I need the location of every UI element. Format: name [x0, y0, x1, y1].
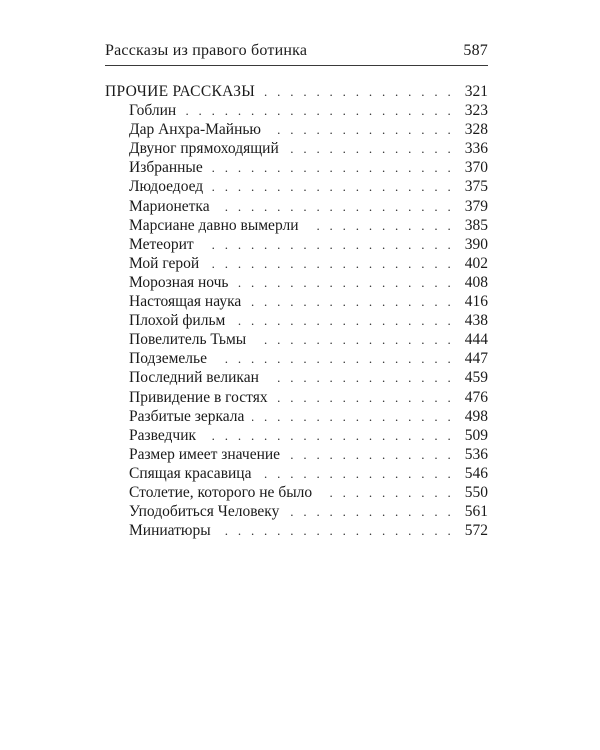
toc-entry-page: 438: [464, 312, 488, 330]
toc-entry-title: Привидение в гостях: [129, 388, 268, 406]
dot-leader: [233, 311, 454, 330]
dot-leader: [267, 368, 454, 387]
dot-leader: [320, 483, 454, 502]
toc-section-title: ПРОЧИЕ РАССКАЗЫ: [105, 83, 256, 100]
toc-entry-title: Настоящая наука: [129, 293, 242, 311]
toc-entry-title: Людоедоед: [129, 178, 204, 196]
toc-entry: [105, 330, 488, 349]
dot-leader: [204, 426, 454, 445]
toc-entry: [105, 464, 488, 483]
toc-entry-page: 375: [464, 178, 488, 196]
dot-leader: [207, 254, 454, 273]
dot-leader: [287, 502, 454, 521]
toc-entry: [105, 158, 488, 177]
dot-leader: [249, 292, 454, 311]
toc-entry: [105, 197, 488, 216]
toc-entry: [105, 445, 488, 464]
toc-entry-page: 416: [464, 293, 488, 311]
toc-entry-page: 550: [464, 483, 488, 501]
toc-entry-page: 444: [464, 331, 488, 349]
toc-entry-title: Марсиане давно вымерли: [129, 216, 299, 234]
toc-entry-title: Марионетка: [129, 197, 210, 215]
dot-leader: [219, 521, 454, 540]
dot-leader: [287, 139, 454, 158]
toc-entry-title: Размер имеет значение: [129, 445, 281, 463]
toc-entry: [105, 120, 488, 139]
dot-leader: [288, 445, 454, 464]
dot-leader: [276, 388, 454, 407]
running-head: [105, 38, 488, 64]
toc-entry-title: Мой герой: [129, 254, 200, 272]
toc-entry: [105, 139, 488, 158]
toc-entry-page: 498: [464, 407, 488, 425]
header-rule: [105, 65, 488, 66]
toc-entry: [105, 235, 488, 254]
toc-section-row: [105, 82, 488, 101]
dot-leader: [307, 216, 454, 235]
toc-entry-page: 323: [464, 102, 488, 120]
toc-entry-page: 408: [464, 273, 488, 291]
dot-leader: [202, 235, 454, 254]
toc-entry: [105, 254, 488, 273]
toc-entry-page: 476: [464, 388, 488, 406]
toc-entry-page: 379: [464, 197, 488, 215]
toc-entry-title: Подземелье: [129, 350, 207, 368]
toc-entry-title: Гоблин: [129, 102, 177, 120]
toc-entry-title: Плохой фильм: [129, 312, 226, 330]
dot-leader: [211, 158, 454, 177]
dot-leader: [254, 330, 454, 349]
toc-entry: [105, 349, 488, 368]
toc-entry-title: Столетие, которого не было: [129, 483, 313, 501]
toc-entry: [105, 502, 488, 521]
toc-entry: [105, 483, 488, 502]
toc-entry-page: 447: [464, 350, 488, 368]
toc-entry-page: 385: [464, 216, 488, 234]
toc-entry-title: Уподобиться Человеку: [129, 503, 280, 521]
toc-entry-title: Последний великан: [129, 369, 259, 387]
toc-entry: [105, 426, 488, 445]
toc-entries: [105, 101, 488, 540]
toc-entry-page: 572: [464, 522, 488, 540]
toc-entry-page: 402: [464, 254, 488, 272]
toc-entry-title: Разведчик: [129, 426, 197, 444]
toc-entry-page: 561: [464, 503, 488, 521]
toc-entry: [105, 101, 488, 120]
toc-entry: [105, 311, 488, 330]
dot-leader: [236, 273, 454, 292]
toc-entry-page: 370: [464, 159, 488, 177]
page-number: 587: [463, 42, 488, 59]
dot-leader: [184, 101, 454, 120]
dot-leader: [215, 349, 454, 368]
toc-entry-title: Двуног прямоходящий: [129, 140, 279, 158]
running-title: Рассказы из правого ботинка: [105, 42, 308, 59]
toc-entry-title: Спящая красавица: [129, 464, 252, 482]
toc-entry-page: 536: [464, 445, 488, 463]
toc-entry: [105, 521, 488, 540]
toc-entry-page: 546: [464, 464, 488, 482]
dot-leader: [252, 407, 454, 426]
toc-entry-title: Повелитель Тьмы: [129, 331, 247, 349]
toc-entry-page: 390: [464, 235, 488, 253]
toc-section-page: 321: [464, 83, 488, 100]
dot-leader: [269, 120, 454, 139]
toc-entry-page: 328: [464, 121, 488, 139]
toc-entry: [105, 177, 488, 196]
toc-entry: [105, 368, 488, 387]
toc-entry-page: 509: [464, 426, 488, 444]
toc-entry: [105, 292, 488, 311]
dot-leader: [259, 464, 454, 483]
toc-entry: [105, 388, 488, 407]
dot-leader: [263, 82, 454, 101]
toc-entry-title: Избранные: [129, 159, 203, 177]
toc-entry-title: Морозная ночь: [129, 273, 229, 291]
toc-entry: [105, 407, 488, 426]
toc-entry-page: 459: [464, 369, 488, 387]
toc-entry-title: Метеорит: [129, 235, 194, 253]
toc-entry-page: 336: [464, 140, 488, 158]
toc-entry: [105, 216, 488, 235]
toc-entry-title: Миниатюры: [129, 522, 211, 540]
toc-entry-title: Дар Анхра-Майнью: [129, 121, 262, 139]
dot-leader: [218, 197, 454, 216]
toc-entry: [105, 273, 488, 292]
table-of-contents: [105, 82, 488, 540]
toc-entry-title: Разбитые зеркала: [129, 407, 245, 425]
dot-leader: [211, 177, 454, 196]
